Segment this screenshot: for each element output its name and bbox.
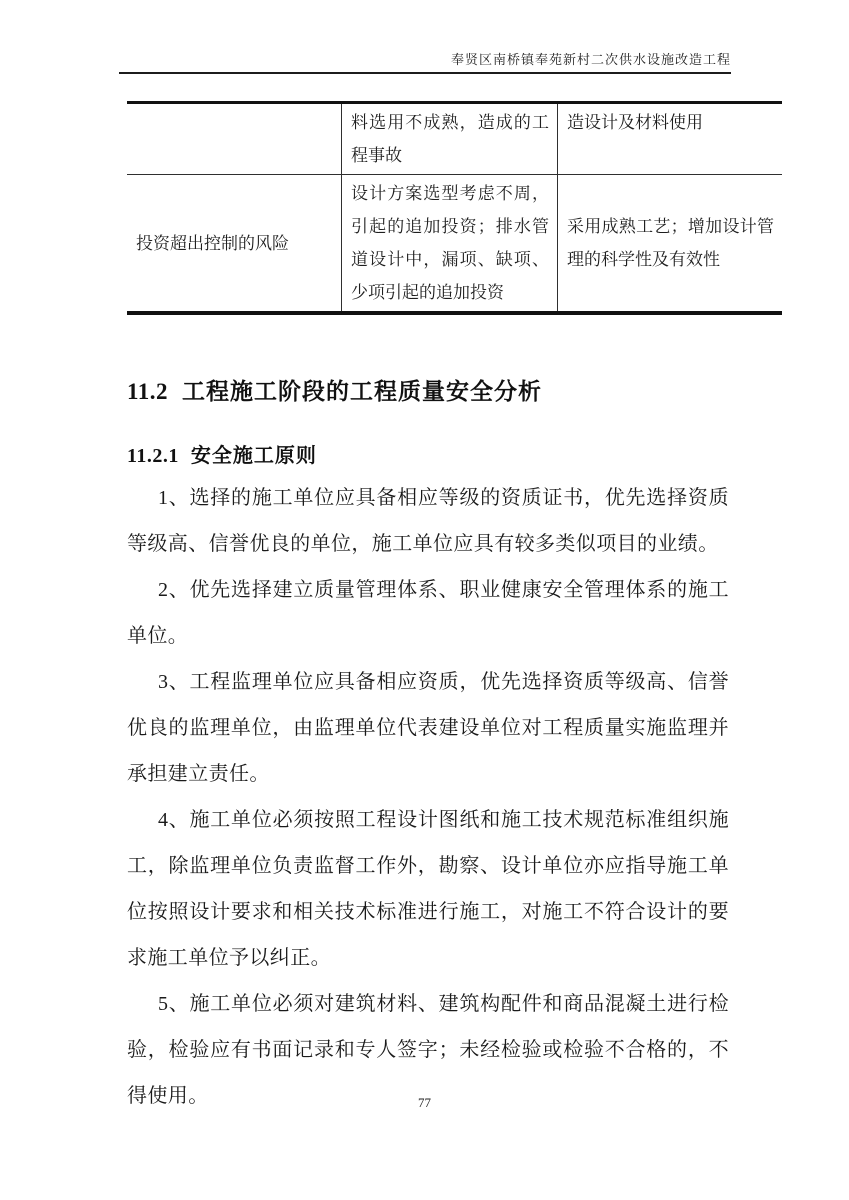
paragraph-1: 1、选择的施工单位应具备相应等级的资质证书，优先选择资质等级高、信誉优良的单位，施工单位应具有较多类似项目的业绩。 (127, 487, 729, 555)
subsection-number: 11.2.1 (127, 445, 179, 467)
paragraph-5: 5、施工单位必须对建筑材料、建筑构配件和商品混凝土进行检验，检验应有书面记录和专人签字；未经检验或检验不合格的，不得使用。 (127, 993, 729, 1107)
section-number: 11.2 (127, 379, 168, 404)
cell-risk-cause: 设计方案选型考虑不周，引起的追加投资；排水管道设计中，漏项、缺项、少项引起的追加投资 (342, 175, 558, 314)
body-paragraphs (127, 475, 729, 1119)
page-number: 77 (418, 1095, 431, 1110)
page-header (119, 51, 731, 74)
cell-risk-cause: 料选用不成熟，造成的工程事故 (342, 103, 558, 175)
page-footer (0, 1094, 849, 1111)
paragraph-2: 2、优先选择建立质量管理体系、职业健康安全管理体系的施工单位。 (127, 579, 729, 647)
cell-risk-name: 投资超出控制的风险 (136, 233, 289, 253)
cell-risk-measure: 造设计及材料使用 (558, 103, 783, 175)
table-row-investment-risk (127, 175, 782, 314)
section-title: 工程施工阶段的工程质量安全分析 (181, 379, 542, 404)
subsection-heading (127, 439, 317, 468)
section-heading (127, 373, 542, 406)
cell-risk-empty (127, 103, 342, 175)
paragraph-3: 3、工程监理单位应具备相应资质，优先选择资质等级高、信誉优良的监理单位，由监理单位代表建设单位对工程质量实施监理并承担建立责任。 (127, 671, 729, 785)
cell-risk-measure: 采用成熟工艺；增加设计管理的科学性及有效性 (558, 175, 783, 314)
subsection-title: 安全施工原则 (190, 445, 317, 467)
paragraph-4: 4、施工单位必须按照工程设计图纸和施工技术规范标准组织施工，除监理单位负责监督工作外，勘察、设计单位亦应指导施工单位按照设计要求和相关技术标准进行施工，对施工不符合设计的要求施工单位予以纠正。 (127, 809, 729, 969)
risk-table (127, 101, 782, 315)
header-project-title: 奉贤区南桥镇奉苑新村二次供水设施改造工程 (450, 52, 731, 67)
table-row-continued (127, 103, 782, 175)
